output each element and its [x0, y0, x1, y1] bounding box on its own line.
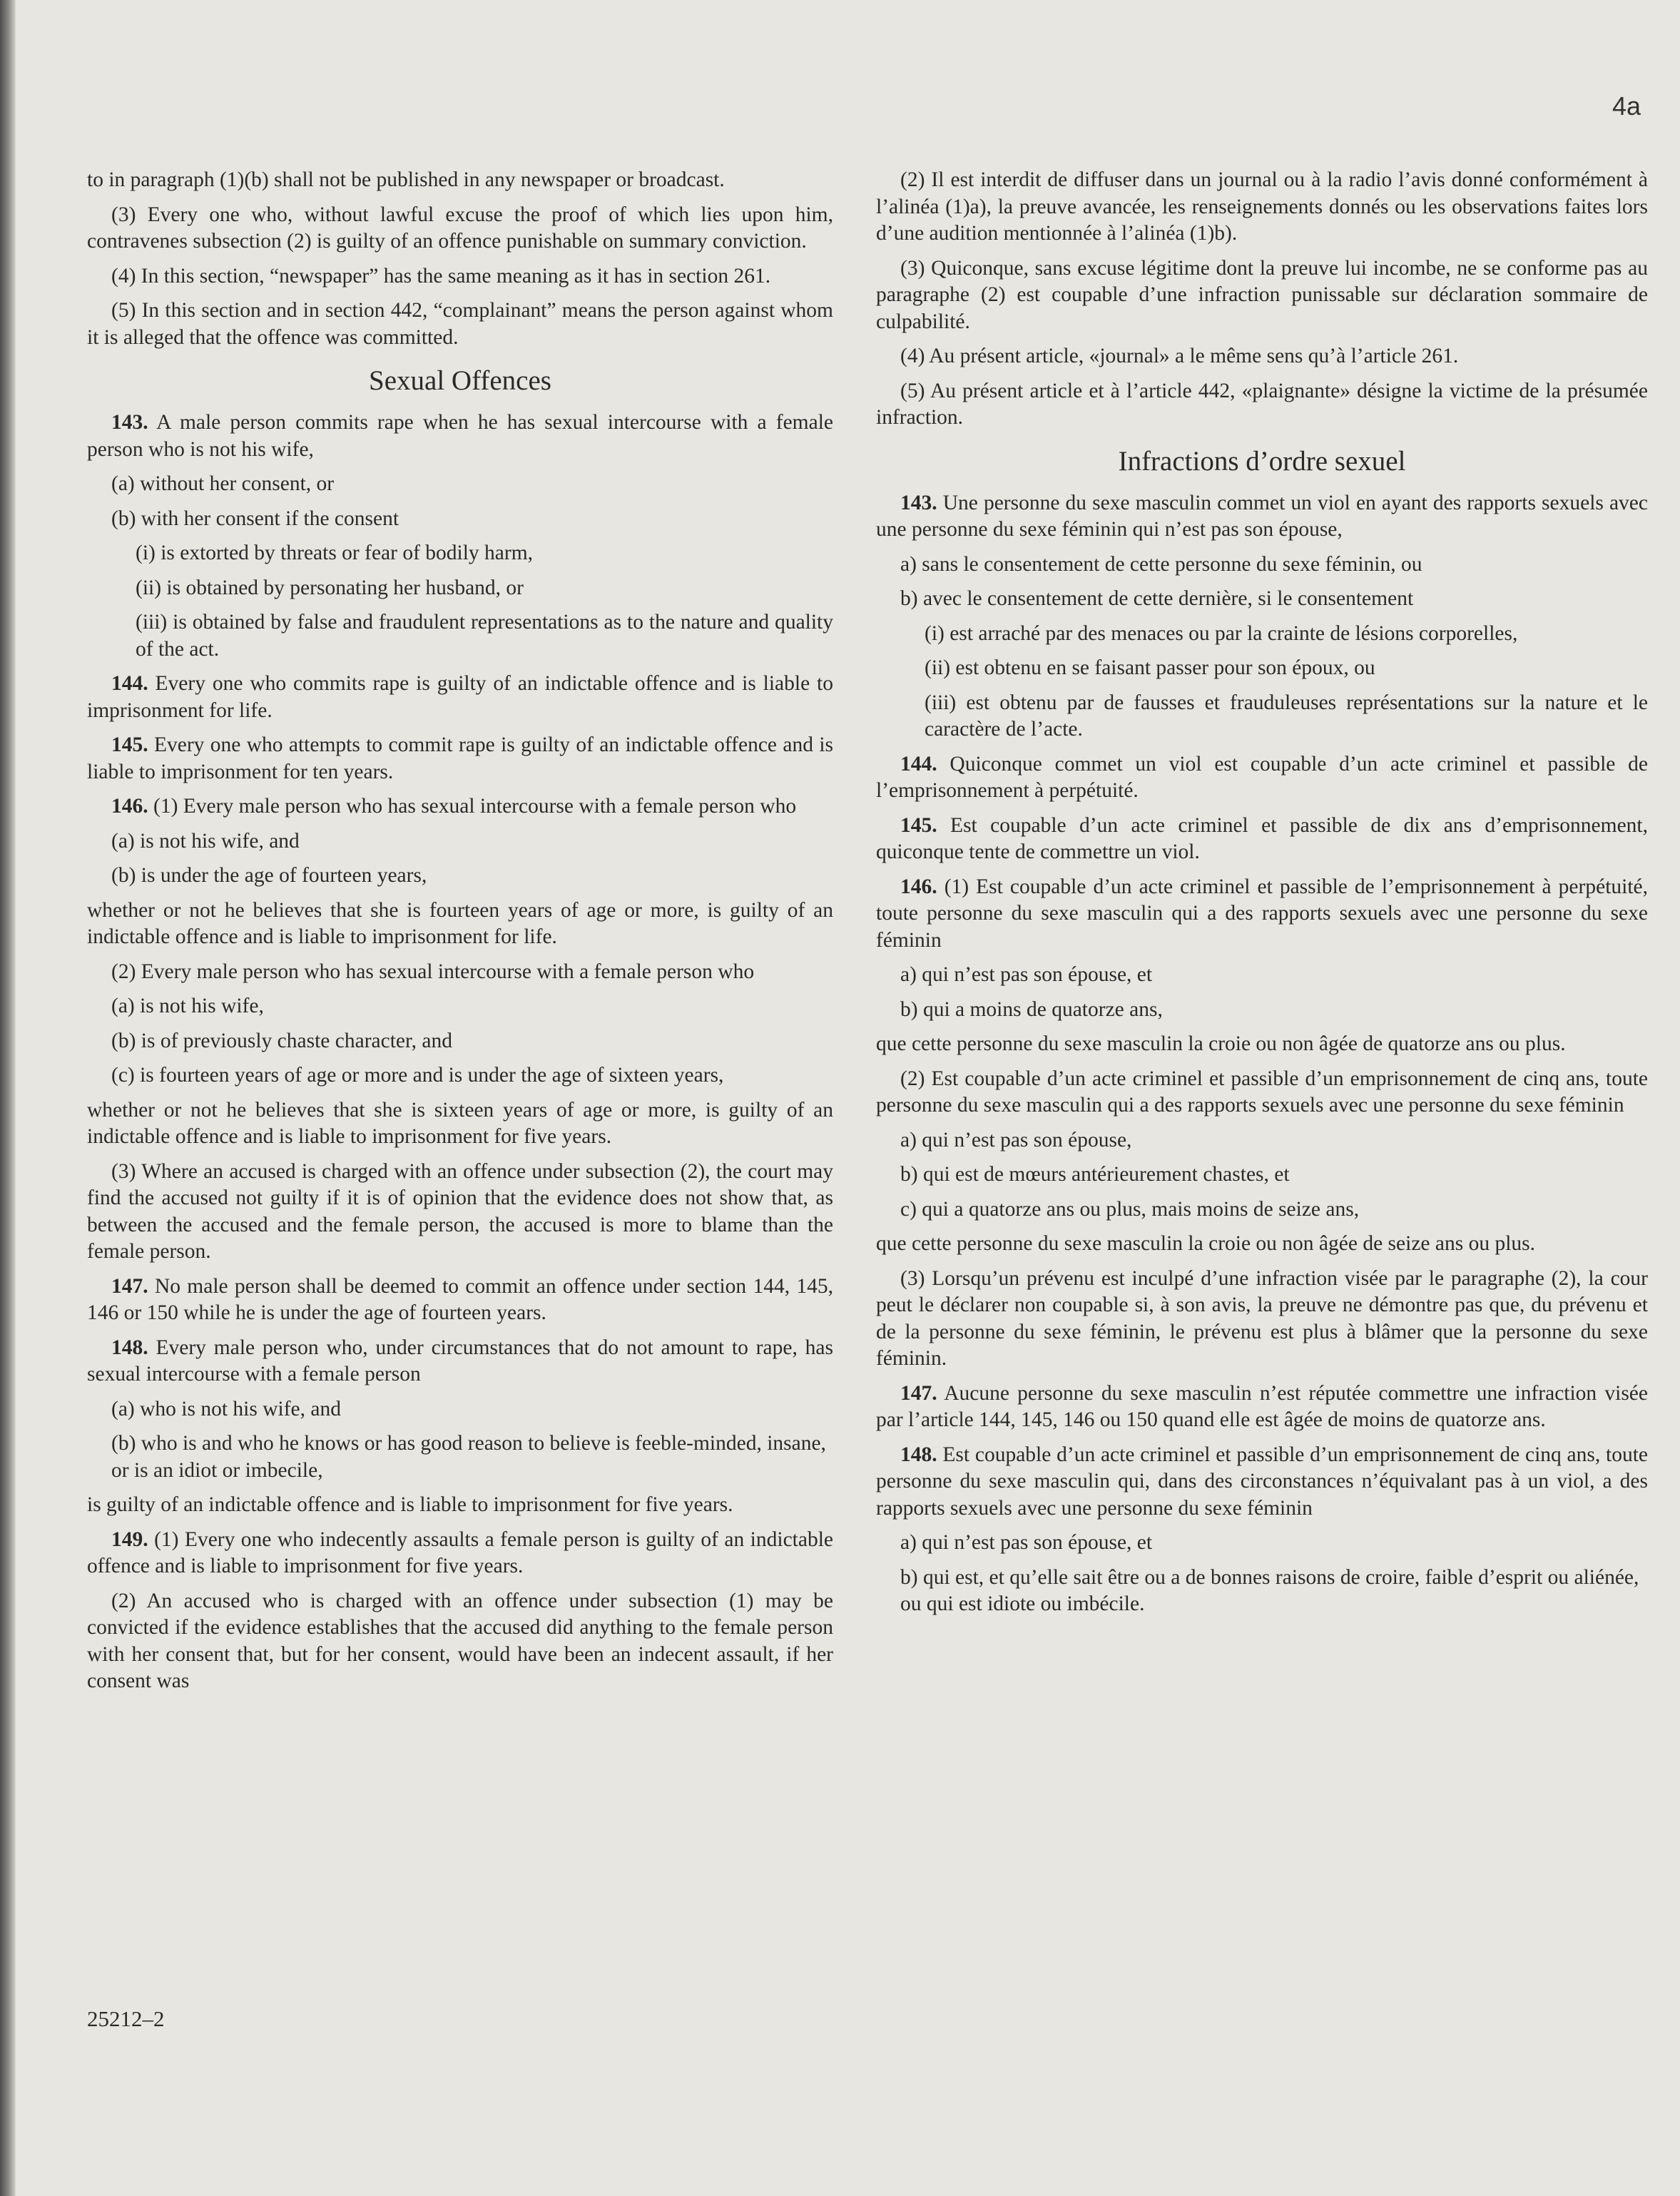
paragraph-text: is guilty of an indictable offence and is liable to imprisonment for five years.	[87, 1493, 733, 1516]
paragraph-text: b) qui est de mœurs antérieurement chastes, et	[900, 1163, 1290, 1186]
paragraph-text: Une personne du sexe masculin commet un viol en ayant des rapports sexuels avec une personne du sexe féminin qui n’est pas son épouse,	[876, 491, 1648, 541]
paragraph	[87, 732, 833, 786]
paragraph-text: (a) who is not his wife, and	[111, 1397, 341, 1420]
paragraph-text: (2) Est coupable d’un acte criminel et passible d’un emprisonnement de cinq ans, toute personne du sexe masculin qui a des rapports sexuels avec une personne du sexe féminin	[876, 1067, 1648, 1117]
paragraph-text: Aucune personne du sexe masculin n’est réputée commettre une infraction visée par l’article 144, 145, 146 ou 150 quand elle est âgée de moins de quatorze ans.	[876, 1381, 1648, 1431]
paragraph	[87, 263, 833, 290]
paragraph-text: que cette personne du sexe masculin la croie ou non âgée de seize ans ou plus.	[876, 1232, 1536, 1255]
paragraph-text: que cette personne du sexe masculin la croie ou non âgée de quatorze ans ou plus.	[876, 1032, 1566, 1055]
section-number: 146.	[111, 795, 148, 818]
sub-list-item	[87, 540, 833, 567]
paragraph-text: (b) who is and who he knows or has good reason to believe is feeble-minded, insane, or is an idiot or imbecile,	[111, 1432, 826, 1482]
paragraph-text: Every one who attempts to commit rape is guilty of an indictable offence and is liable to imprisonment for ten years.	[87, 733, 833, 783]
paragraph-text: (5) Au présent article et à l’article 442, «plaignante» désigne la victime de la présumée infraction.	[876, 379, 1648, 429]
paragraph	[876, 751, 1648, 805]
list-item	[87, 1430, 833, 1484]
paragraph	[87, 298, 833, 351]
paragraph-text: (i) est arraché par des menaces ou par la crainte de lésions corporelles,	[925, 621, 1518, 645]
list-item	[87, 863, 833, 890]
paragraph-text: (c) is fourteen years of age or more and is under the age of sixteen years,	[111, 1064, 724, 1087]
list-item	[87, 828, 833, 855]
section-number: 143.	[111, 411, 148, 434]
french-column	[876, 167, 1648, 1626]
paragraph	[87, 167, 833, 194]
paragraph-text: b) qui est, et qu’elle sait être ou a de bonnes raisons de croire, faible d’esprit ou aliénée, ou qui est idiote ou imbécile.	[900, 1565, 1639, 1615]
page-number: 4a	[1612, 91, 1641, 121]
paragraph-text: A male person commits rape when he has sexual intercourse with a female person who is not his wife,	[87, 411, 833, 461]
paragraph-text: (3) Lorsqu’un prévenu est inculpé d’une infraction visée par le paragraphe (2), la cour peut le déclarer non coupable si, à son avis, la preuve ne démontre pas que, du prévenu et de la personne du sexe féminin, le prévenu est plus à blâmer que la personne du sexe féminin.	[876, 1266, 1648, 1370]
paragraph-text: whether or not he believes that she is sixteen years of age or more, is guilty of an indictable offence and is liable to imprisonment for five years.	[87, 1098, 833, 1148]
paragraph	[876, 874, 1648, 955]
list-item	[876, 1196, 1648, 1224]
sub-list-item	[87, 575, 833, 602]
sub-list-item	[876, 690, 1648, 743]
list-item	[87, 1396, 833, 1423]
paragraph	[876, 1066, 1648, 1119]
list-item	[876, 997, 1648, 1024]
list-item	[876, 586, 1648, 613]
section-number: 145.	[900, 813, 937, 837]
section-number: 144.	[900, 752, 937, 776]
list-item	[876, 1161, 1648, 1189]
paragraph-text: (4) Au présent article, «journal» a le même sens qu’à l’article 261.	[900, 345, 1459, 367]
paragraph-text: b) avec le consentement de cette dernière, si le consentement	[900, 587, 1414, 610]
paragraph-text: No male person shall be deemed to commit an offence under section 144, 145, 146 or 150 while he is under the age of fourteen years.	[87, 1274, 834, 1324]
paragraph-text: (ii) est obtenu en se faisant passer pour son époux, ou	[925, 656, 1375, 679]
sub-list-item	[87, 609, 833, 663]
paragraph-text: Est coupable d’un acte criminel et passible d’un emprisonnement de cinq ans, toute personne du sexe masculin qui, dans des circonstances n’équivalant pas à un viol, a des rapports sexuels avec une personne du sexe féminin	[876, 1443, 1649, 1520]
list-item	[87, 471, 833, 498]
paragraph	[87, 959, 833, 986]
section-number: 143.	[900, 491, 937, 514]
paragraph-text: (1) Every one who indecently assaults a female person is guilty of an indictable offence and is liable to imprisonment for five years.	[87, 1527, 834, 1577]
paragraph	[87, 1527, 833, 1580]
paragraph-text: to in paragraph (1)(b) shall not be published in any newspaper or broadcast.	[87, 168, 725, 191]
paragraph-text: c) qui a quatorze ans ou plus, mais moins de seize ans,	[900, 1197, 1360, 1221]
paragraph-text: (a) is not his wife,	[111, 995, 264, 1017]
paragraph-text: (b) is of previously chaste character, and	[111, 1029, 452, 1052]
paragraph-text: Quiconque commet un viol est coupable d’un acte criminel et passible de l’emprisonnement à perpétuité.	[876, 752, 1649, 802]
paragraph-text: (3) Where an accused is charged with an offence under subsection (2), the court may find the accused not guilty if it is of opinion that the evidence does not show that, as between the accused and the female person, the accused is more to blame than the female person.	[87, 1159, 833, 1263]
paragraph-text: whether or not he believes that she is fourteen years of age or more, is guilty of an indictable offence and is liable to imprisonment for life.	[87, 898, 833, 948]
paragraph-text: (5) In this section and in section 442, “complainant” means the person against whom it is alleged that the offence was committed.	[87, 299, 833, 349]
paragraph-text: a) sans le consentement de cette personne du sexe féminin, ou	[900, 552, 1422, 576]
paragraph	[87, 793, 833, 820]
paragraph-text: (ii) is obtained by personating her husband, or	[136, 576, 524, 599]
section-heading: Infractions d’ordre sexuel	[1118, 445, 1406, 477]
paragraph	[87, 671, 833, 724]
paragraph-text: (2) Every male person who has sexual intercourse with a female person who	[111, 960, 755, 983]
section-number: 149.	[111, 1527, 148, 1551]
paragraph-text: (iii) is obtained by false and fraudulent representations as to the nature and quality of the act.	[136, 611, 833, 661]
section-number: 148.	[900, 1443, 937, 1466]
paragraph	[87, 1159, 833, 1266]
list-item	[876, 962, 1648, 989]
paragraph	[87, 1274, 833, 1327]
paragraph	[87, 898, 833, 951]
paragraph	[87, 1097, 833, 1151]
paragraph-text: Every male person who, under circumstances that do not amount to rape, has sexual intercourse with a female person	[87, 1336, 833, 1386]
section-number: 147.	[900, 1381, 937, 1405]
paragraph-text: (b) is under the age of fourteen years,	[111, 864, 427, 887]
list-item	[87, 993, 833, 1020]
paragraph-text: (b) with her consent if the consent	[111, 507, 399, 530]
paragraph-text: a) qui n’est pas son épouse, et	[900, 1531, 1153, 1554]
paragraph	[876, 1442, 1648, 1523]
section-number: 147.	[111, 1274, 148, 1298]
paragraph	[876, 167, 1648, 248]
list-item	[87, 506, 833, 533]
footer-print-code: 25212–2	[87, 2006, 165, 2031]
paragraph-text: a) qui n’est pas son épouse, et	[900, 963, 1153, 986]
paragraph-text: a) qui n’est pas son épouse,	[900, 1128, 1132, 1152]
paragraph-text: (4) In this section, “newspaper” has the same meaning as it has in section 261.	[111, 264, 771, 288]
paragraph	[876, 1231, 1648, 1258]
paragraph	[876, 1381, 1648, 1434]
paragraph-text: (3) Quiconque, sans excuse légitime dont la preuve lui incombe, ne se conforme pas au paragraphe (2) est coupable d’une infraction punissable sur déclaration sommaire de culpabilité.	[876, 256, 1648, 333]
paragraph	[87, 410, 833, 463]
section-number: 146.	[900, 875, 937, 898]
paragraph	[876, 813, 1648, 866]
section-number: 148.	[111, 1336, 148, 1359]
paragraph-text: Est coupable d’un acte criminel et passible de dix ans d’emprisonnement, quiconque tente de commettre un viol.	[876, 813, 1649, 863]
paragraph-text: (3) Every one who, without lawful excuse the proof of which lies upon him, contravenes subsection (2) is guilty of an offence punishable on summary conviction.	[87, 203, 833, 253]
paragraph-text: (iii) est obtenu par de fausses et frauduleuses représentations sur la nature et le caractère de l’acte.	[925, 691, 1648, 741]
sub-list-item	[876, 655, 1648, 682]
paragraph-text: (2) Il est interdit de diffuser dans un journal ou à la radio l’avis donné conformément à l’alinéa (1)a), la preuve avancée, les renseignements donnés ou les observations faites lors d’une audition mentionnée à l’alinéa (1)b).	[876, 168, 1648, 245]
binding-edge	[0, 0, 16, 2196]
paragraph	[87, 202, 833, 255]
list-item	[87, 1062, 833, 1089]
paragraph	[87, 1335, 833, 1388]
section-number: 144.	[111, 672, 148, 695]
sub-list-item	[876, 621, 1648, 648]
section-heading: Sexual Offences	[369, 365, 551, 396]
paragraph-text: (a) without her consent, or	[111, 472, 335, 495]
paragraph-text: Every one who commits rape is guilty of an indictable offence and is liable to imprisonment for life.	[87, 672, 833, 722]
list-item	[876, 551, 1648, 579]
paragraph-text: (a) is not his wife, and	[111, 829, 300, 853]
paragraph-text: (2) An accused who is charged with an offence under subsection (1) may be convicted if the evidence establishes that the accused did anything to the female person with her consent that, but for her consent, would have been an indecent assault, if her consent was	[87, 1589, 833, 1692]
paragraph	[876, 1031, 1648, 1058]
paragraph-text: (1) Est coupable d’un acte criminel et passible de l’emprisonnement à perpétuité, toute personne du sexe masculin qui a des rapports sexuels avec une personne du sexe féminin	[876, 875, 1648, 952]
paragraph	[87, 1588, 833, 1695]
list-item	[87, 1028, 833, 1055]
section-number: 145.	[111, 733, 148, 756]
paragraph	[87, 1492, 833, 1519]
paragraph	[876, 255, 1648, 336]
paragraph	[876, 490, 1648, 544]
paragraph	[876, 1266, 1648, 1373]
paragraph-text: (1) Every male person who has sexual intercourse with a female person who	[153, 795, 797, 818]
paragraph	[876, 378, 1648, 432]
list-item	[876, 1127, 1648, 1154]
list-item	[876, 1530, 1648, 1557]
list-item	[876, 1565, 1648, 1618]
english-column	[87, 167, 833, 1703]
paragraph	[876, 343, 1648, 370]
paragraph-text: (i) is extorted by threats or fear of bodily harm,	[136, 542, 534, 564]
paragraph-text: b) qui a moins de quatorze ans,	[900, 997, 1163, 1021]
